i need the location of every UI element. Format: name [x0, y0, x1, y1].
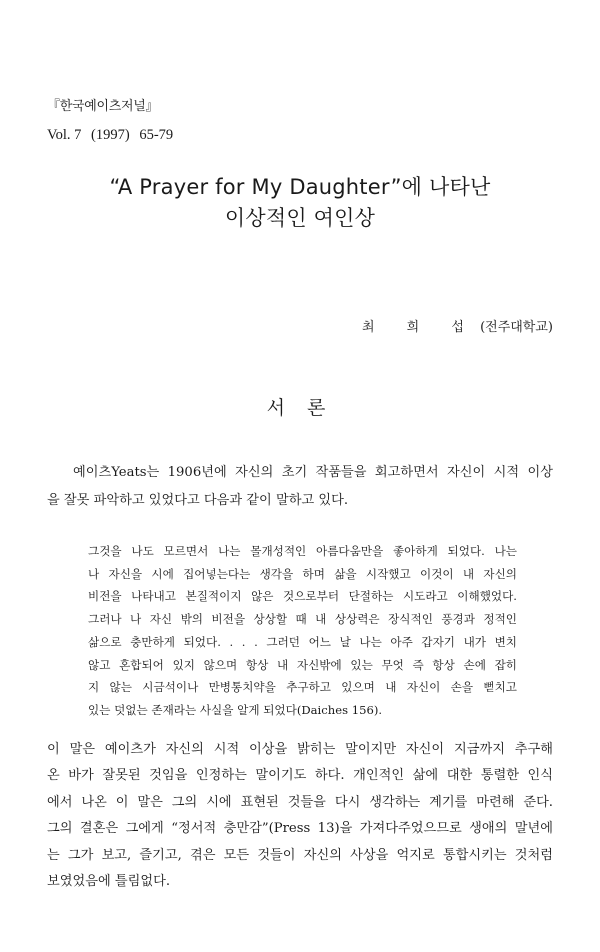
paragraph-line: 온 바가 잘못된 것임을 인정하는 말이기도 하다. 개인적인 삶에 대한 통렬한 인식 [47, 768, 553, 784]
section-heading: 서 론 [266, 397, 334, 419]
journal-name: 『한국예이츠저널』 [47, 99, 159, 114]
article-title-suffix: 에 나타난 [401, 175, 491, 199]
article-title-english: “A Prayer for My Daughter” [109, 175, 402, 199]
quote-line: 그것을 나도 모르면서 나는 몰개성적인 아름다움만을 좋아하게 되었다. 나는 [88, 544, 517, 558]
intro-paragraph [47, 459, 553, 515]
paragraph-line: 예이츠Yeats는 1906년에 자신의 초기 작품들을 회고하면서 자신이 시적 이상 [73, 465, 553, 480]
paragraph-line: 을 잘못 파악하고 있었다고 다음과 같이 말하고 있다. [47, 493, 349, 508]
paragraph-line: 에서 나온 이 말은 그의 시에 표현된 것들을 다시 생각하는 계기를 마련해 준다. [47, 794, 553, 810]
paragraph-line: 이 말은 예이츠가 자신의 시적 이상을 밝히는 말이지만 자신이 지금까지 추구해 [47, 742, 553, 757]
quote-line: 나 자신을 시에 집어넣는다는 생각을 하며 삶을 시작했고 이것이 내 자신의 [88, 566, 517, 581]
quote-line: 지 않는 시금석이나 만병통치약을 추구하고 있으며 내 자신이 손을 뻗치고 [88, 680, 517, 695]
paragraph-line: 그의 결혼은 그에게 “정서적 충만감”(Press 13)을 가져다주었으므로 생애의 말년에 [47, 821, 553, 837]
quote-line: 있는 덧없는 존재라는 사실을 알게 되었다(Daiches 156). [88, 702, 383, 717]
block-quote [88, 540, 517, 722]
author-affiliation: (전주대학교) [480, 320, 553, 335]
author-name: 최 희 섭 [361, 320, 478, 335]
quote-line: 삶으로 충만하게 되었다. . . . 그러던 어느 날 나는 아주 갑자기 내가 변치 [88, 634, 517, 649]
volume-pages: 65-79 [139, 127, 174, 143]
body-paragraph [47, 737, 553, 895]
author [362, 316, 553, 335]
quote-line: 그러나 나 자신 밖의 비전을 상상할 때 내 상상력은 장식적인 풍경과 정적인 [88, 612, 517, 627]
volume-year: (1997) [91, 127, 130, 143]
quote-line: 않고 혼합되어 있지 않으며 항상 내 자신밖에 있는 무엇 즉 항상 손에 잡히 [88, 657, 517, 672]
quote-line: 비전을 나타내고 본질적이지 않은 것으로부터 단절하는 시도라고 이해했었다. [88, 589, 517, 604]
article-title-line-1 [0, 171, 600, 201]
volume-info [47, 127, 179, 144]
paragraph-line: 보였었음에 틀림없다. [47, 874, 171, 890]
paragraph-line: 는 그가 보고, 즐기고, 겪은 모든 것들이 자신의 사상을 억지로 통합시키는 것처럼 [47, 847, 553, 863]
article-title-line-2: 이상적인 여인상 [224, 206, 376, 230]
volume-number: Vol. 7 [47, 127, 82, 143]
